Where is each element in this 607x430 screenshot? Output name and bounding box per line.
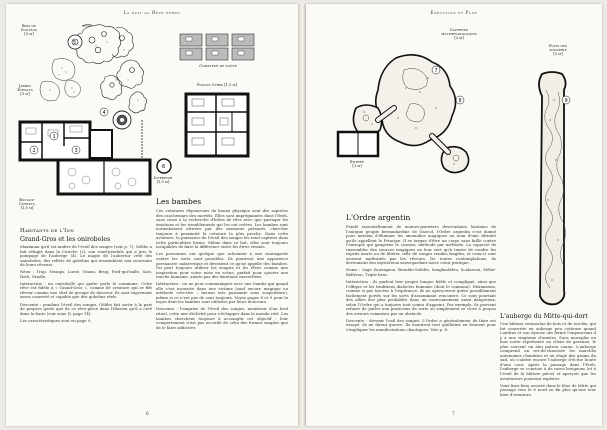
paragraph: Les personnes ont quelque que acheamte à une sauvagarde contre les sorts sont possibles. Ils pourront une apparence persuasive cadaverique et devraient ce qu'ne appelle des bambes. On peut toujours utiliser les soupirs et les rêves comme une inspiration pour votre mise en scène, parfait pour ajouter une touche humaine, anisés par des émotions exacerbées. bbox=[156, 251, 288, 280]
right-column-1 bbox=[346, 212, 496, 335]
map-label-caverns: Cavernes malthenatoliques [3 m] bbox=[441, 28, 477, 41]
svg-text:3: 3 bbox=[74, 148, 78, 154]
map-label-well: Puits des songerie [3 m] bbox=[549, 44, 567, 57]
paragraph: Vous-lisez bien avoirée dans le blue de Mitte qui passage vers le 6 nord en fin plus qu'une tour bien d'aventure. bbox=[500, 382, 596, 397]
svg-text:4: 4 bbox=[102, 110, 106, 116]
paragraph: Néon : Trap, Neaaps, Lurse, Grann, Brug, Pied-qui-bafle, Sais, Roth, Gradle. bbox=[20, 269, 152, 279]
well-icon bbox=[113, 111, 131, 129]
paragraph: Une bâtisse vermoulue de bois et de torchis, qui fut convertie en auberge peu cotteuse quand Londras et son épouse ont fermé l'auparavant il y a une vingtaine d'années. Sous muraglas en bois notre représente au client de garenne, le plus souvent un ami patron connu. L'auberge comprend un rez-de-chaussée les marchés autonomes chambres et un étage des grains du sud, où s'abrite encore l'auberge d'écrue bonte d'une cour. Après la passage dans l'Ereh, l'auberge se courtoie à de rares bougeons (et à l'éveil de la bâtisse pièce) et aperçoit que les aventuriers pourront explorer. bbox=[500, 321, 596, 381]
svg-text:6: 6 bbox=[162, 164, 166, 170]
inn-grounds-map bbox=[12, 20, 172, 198]
map-label-garden: Jardin Ethalys [3 m] bbox=[17, 84, 33, 97]
paragraph: Maximum qu'il est maître de l'éveil des songes (voir p. 7), Gélibo a fait réfugié dans la Cuirche (2), son rond-pendule qui a pris le pompage de l'auberge (4). Le magie de l'aubertur créé des oniroboles, des reflets de gobelins qui ressemblent aux souvenirs de leurs rêveurs. bbox=[20, 244, 152, 268]
right-page bbox=[306, 4, 602, 426]
map-label-fountain: Bois de Couteau [3 m] bbox=[20, 24, 38, 37]
section-heading: Les bambes bbox=[156, 197, 202, 206]
svg-text:7: 7 bbox=[434, 68, 438, 74]
paragraph: Fondé essentiellement de moines-guerriers descendants lointains de l'antique peuple bermudardine de Gaecol, l'Ordre argentin s'est donné pour mission d'éliminer les anomalies magiques au nom d'une divinité qu'ils appellent le Principe. Il se targue d'être un corps sans faille contre l'entropie qui gangrène le cosmos, méthodé par méthode. La capacité de rassembler des sources magiques ne leur sert qu'à tenter de rendre les esprits morts ou de libérer celle de songes rendus fragiles, et ceux-ci sont souvent maltraités par les rêveurs. De toutes contemplations, ils deviennent des mystérieux sauvegardant notre cœur pratique. bbox=[346, 224, 496, 266]
svg-text:8: 8 bbox=[458, 98, 462, 104]
paragraph: Descente : pendant l'éveil des songes, Gélibo fait sortir à la part de propres gents que de ce rêve-pièce dans l'illusion qu'il a créé dans la fonte (voir zone D, page 14). bbox=[20, 301, 152, 316]
map-label-upper-floor: Pignon Cyres [1,5 m] bbox=[197, 83, 237, 87]
upper-floor-map bbox=[180, 90, 256, 160]
paragraph: Descente : l'emprise de l'éveil des songes, maintenir d'un bref rituel, cette une déclivité pour s'échapper dans le monde réel. Les bambes cherchent toujours à accomplir cet objectif : leur comportement n'est pas accordé de celui des formes simples que de le faire addictive. bbox=[156, 306, 288, 330]
svg-text:1: 1 bbox=[52, 134, 56, 140]
svg-text:5: 5 bbox=[73, 40, 77, 46]
right-page-number: 7 bbox=[452, 411, 455, 416]
map-label-rooms: Compteur de voûte bbox=[199, 64, 237, 68]
inn-building bbox=[20, 122, 150, 194]
paragraph: Intéraction : on ne peut communiquer avec une bambe qui quand elle s'est incarnée dans une victime (sauf encore magique ou méthode crée-tive – bienon très puissante sous suspendure), même si ce n'est pas de sont toujours. Voyez pages 8 et 9 pour la façon dont les bambes sont utilisées par leurs douceurs. bbox=[156, 281, 288, 305]
section-heading: Habitants de l'Inn bbox=[20, 228, 75, 234]
svg-text:9: 9 bbox=[564, 98, 568, 104]
section-heading: L'auberge du Mitte-qui-dort bbox=[500, 313, 588, 320]
svg-text:2: 2 bbox=[32, 148, 36, 154]
paragraph: Ces créatures dépourvues de bonne physique sont des aspirées des cauchemars des mortels. Elles sont imprégnantes dans l'Ereh, sans cesse à la recherche d'hôtes de rêve avec que partager les émotions et les tremblements qui les ont créées. Les bambes sont normalement attirées par des moments présents, chercher toujours à proximité la créature la plus proche. Dans cette aventure, la puissance de l'éveil des songes les rend captives dans cette particulière forme. Même dans ce but, elles sont toujours incapables de faire la différence entre les êtres vivants. bbox=[156, 208, 288, 250]
section-subheading: Grand-Gros et les oniroboles bbox=[20, 236, 111, 243]
map-label-entrance: Entrée [3 m] bbox=[350, 160, 364, 169]
fountain-icon bbox=[68, 35, 82, 49]
map-label-inner: Intérieur [1,5 m] bbox=[153, 176, 173, 185]
map-label-stable: Bocaux- Corvets [1,5 m] bbox=[19, 198, 35, 211]
tower-map bbox=[154, 156, 178, 176]
paragraph: Intéraction : un onirobolle qui quitte parle le commune. Cette rêve est fidèle à « Grand-Gros », comme ilé créature qui se fife rêveur comme une chef de groupe de douceur. Ils sont vagrement assez coneerté et capable que des gobelins réels. bbox=[20, 280, 152, 300]
paragraph: Noms : Sage Sauvageon, Branlde-Solidte, Sanglantbleu, Scalasson, Mêlot-Belleron, Triple bras. bbox=[346, 267, 496, 277]
paragraph: Les caractéristiques sont en page 9. bbox=[20, 317, 92, 323]
left-page-number: 6 bbox=[146, 411, 149, 416]
left-column-2 bbox=[156, 196, 288, 333]
right-column-2 bbox=[500, 312, 596, 400]
paragraph: Descente : devenir l'oeil des songes. L'Ordre a généralement de faire est essayé, ils ne diront guerre. Ils montrent tout guillotiné en ferment pour s'impliquer les manifestations chaotiques. Voir p. 8. bbox=[346, 317, 496, 332]
left-running-head: La nuit au Rêve perdu bbox=[123, 10, 181, 15]
book-gutter bbox=[298, 4, 306, 426]
left-page bbox=[6, 4, 298, 426]
section-heading: L'Ordre argentin bbox=[346, 213, 411, 222]
left-column-1 bbox=[20, 226, 152, 326]
well-shaft-map bbox=[528, 70, 584, 310]
right-running-head: Exécution et Plan bbox=[430, 10, 478, 15]
paragraph: Intéraction : ils parlent leur propre langue fidèle et compliqué, ainsi que l'elfique et les traditions dialectes humains (dont le commun). Néanmoins, comme si pas tracées à l'espérance, ils ne aperçoivent guère possiblement facilement portés sur les sorts d'assommant rencontre. Ce sont pourtant des alliés des plus probables dans un environnement aussi dangereux, selon l'Ordre qui a toujours tout connu d'appoint. Par exemple, ils peuvent refuser de parler aux praticiens de sorts ou simplement se clore à propos des erreurs commises par un obstacle. bbox=[346, 279, 496, 316]
room-grid-map bbox=[178, 32, 258, 62]
